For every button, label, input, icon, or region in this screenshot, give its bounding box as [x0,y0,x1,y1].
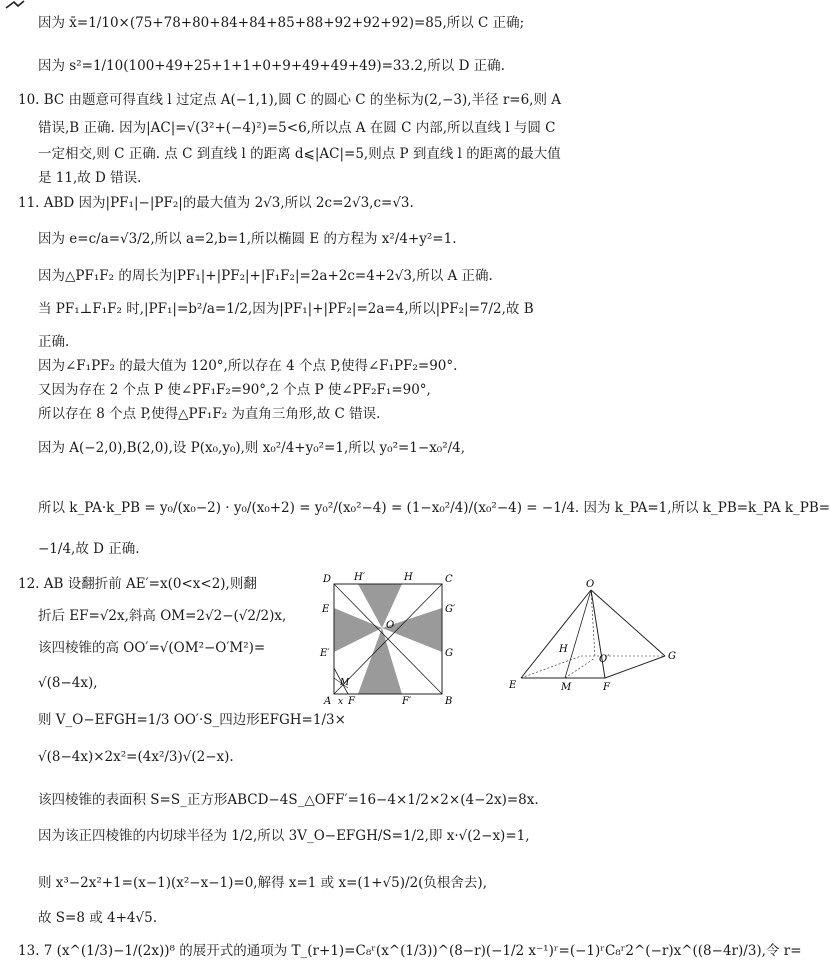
label-G: G [668,651,676,662]
text-line-l22: 则 V_O−EFGH=1/3 OO′·S_四边形EFGH=1/3× [38,712,346,728]
label-G1: G′ [445,604,456,615]
text-line-l05: 一定相交,则 C 正确. 点 C 到直线 l 的距离 d⩽|AC|=5,则点 P 到直线 l 的距离的最大值 [38,146,561,162]
text-line-l27: 故 S=8 或 4+4√5. [38,910,157,926]
shaded-bottom [358,628,402,694]
text-line-l10: 当 PF₁⊥F₁F₂ 时,|PF₁|=b²/a=1/2,因为|PF₁|+|PF₂|=2a=4,所以|PF₂|=7/2,故 B [38,301,534,317]
label-H: H [559,644,568,655]
text-line-l28: 13. 7 (x^(1/3)−1/(2x))⁸ 的展开式的通项为 T_(r+1)=C₈ʳ(x^(1/3))^(8−r)(−1/2 x⁻¹)ʳ=(−1)ʳC₈ʳ2^(−r)x^((8−4r)/3),令 r= [18,943,802,959]
pen-mark-icon [4,0,26,10]
text-line-l04: 错误,B 正确. 因为|AC|=√(3²+(−4)²)=5<6,所以点 A 在圆 C 内部,所以直线 l 与圆 C [38,120,556,136]
label-E1: E′ [320,648,330,659]
label-E: E [322,604,330,615]
text-line-l08: 因为 e=c/a=√3/2,所以 a=2,b=1,所以椭圆 E 的方程为 x²/4+y²=1. [38,231,457,247]
text-line-l20: 该四棱锥的高 OO′=√(OM²−O′M²)= [38,640,266,656]
text-line-l16: 所以 k_PA·k_PB = y₀/(x₀−2) · y₀/(x₀+2) = y₀²/(x₀²−4) = (1−x₀²/4)/(x₀²−4) = −1/4. 因为 k_PA=1,所以 k_PB=k_PA k_PB= [38,500,830,516]
label-C: C [445,574,453,585]
text-line-l01: 因为 x̄=1/10×(75+78+80+84+84+85+88+92+92+92)=85,所以 C 正确; [38,15,525,31]
label-H1: H′ [354,572,365,583]
label-M: M [561,682,572,693]
text-line-l18: 12. AB 设翻折前 AE′=x(0<x<2),则翻 [18,576,257,592]
text-line-l17: −1/4,故 D 正确. [38,541,140,557]
text-line-l23: √(8−4x)×2x²=(4x²/3)√(2−x). [38,749,234,765]
label-B: B [445,696,453,707]
label-O: O [586,579,595,590]
pyramid-figure [505,578,677,696]
label-O: O [386,620,395,631]
text-line-l09: 因为△PF₁F₂ 的周长为|PF₁|+|PF₂|+|F₁F₂|=2a+2c=4+2√3,所以 A 正确. [38,268,493,284]
text-line-l21: √(8−4x), [38,675,98,691]
text-line-l25: 因为该正四棱锥的内切球半径为 1/2,所以 3V_O−EFGH/S=1/2,即 x·√(2−x)=1, [38,828,530,844]
label-F1: F′ [402,696,412,707]
text-line-l02: 因为 s²=1/10(100+49+25+1+1+0+9+49+49+49)=33.2,所以 D 正确. [38,58,505,74]
text-line-l07: 11. ABD 因为|PF₁|−|PF₂|的最大值为 2√3,所以 2c=2√3,c=√3. [18,195,414,211]
label-H: H [404,572,413,583]
folded-square-figure [318,568,463,720]
text-line-l06: 是 11,故 D 错误. [38,170,142,186]
text-line-l19: 折后 EF=√2x,斜高 OM=2√2−(√2/2)x, [38,608,287,624]
label-D: D [323,574,332,585]
text-line-l11: 正确. [38,334,70,350]
label-O1: O′ [599,654,610,665]
label-F: F [348,696,355,707]
text-line-l15: 因为 A(−2,0),B(2,0),设 P(x₀,y₀),则 x₀²/4+y₀²=1,所以 y₀²=1−x₀²/4, [38,440,466,456]
text-line-l13: 又因为存在 2 个点 P 使∠PF₁F₂=90°,2 个点 P 使∠PF₂F₁=90°, [38,382,431,398]
text-line-l14: 所以存在 8 个点 P,使得△PF₁F₂ 为直角三角形,故 C 错误. [38,406,381,422]
label-G: G [445,648,453,659]
label-F: F [603,682,610,693]
text-line-l03: 10. BC 由题意可得直线 l 过定点 A(−1,1),圆 C 的圆心 C 的坐标为(2,−3),半径 r=6,则 A [18,92,562,108]
label-M: M [340,678,350,688]
label-x: x [338,697,344,707]
label-A: A [324,696,332,707]
text-line-l12: 因为∠F₁PF₂ 的最大值为 120°,所以存在 4 个点 P,使得∠F₁PF₂=90°. [38,358,458,374]
text-line-l26: 则 x³−2x²+1=(x−1)(x²−x−1)=0,解得 x=1 或 x=(1+√5)/2(负根舍去), [38,875,487,891]
text-line-l24: 该四棱锥的表面积 S=S_正方形ABCD−4S_△OFF′=16−4×1/2×2×(4−2x)=8x. [38,792,539,808]
label-E: E [509,680,517,691]
